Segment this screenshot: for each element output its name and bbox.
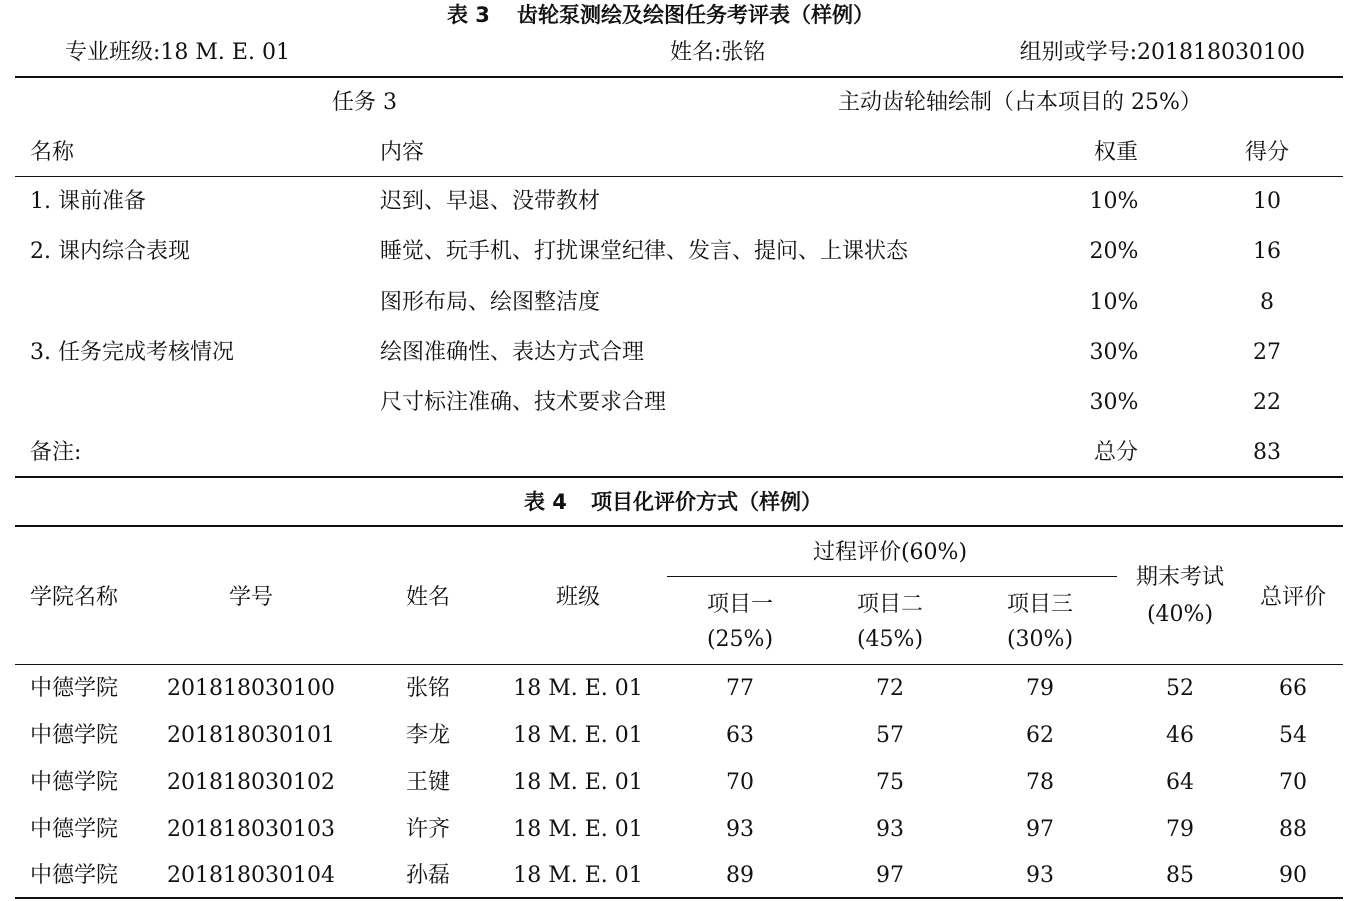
cell-class: 18 M. E. 01 [513,770,643,795]
header-project1-weight: (25%) [706,627,774,652]
cell-class: 18 M. E. 01 [513,817,643,842]
cell-final-exam: 79 [1166,817,1194,842]
note-label: 备注: [30,440,82,465]
cell-student-id: 201818030103 [167,817,335,842]
student-id-info: 组别或学号:201818030100 [1019,40,1305,65]
row-content: 迟到、早退、没带教材 [380,189,601,214]
cell-name: 张铭 [405,676,451,701]
header-weight: 权重 [1093,140,1139,165]
cell-name: 王键 [405,770,451,795]
cell-name: 李龙 [405,723,451,748]
cell-project3: 97 [1026,817,1054,842]
cell-student-id: 201818030100 [167,676,335,701]
table4-caption-number: 表 4 [524,490,567,514]
cell-project1: 77 [726,676,754,701]
row-score: 16 [1253,239,1281,264]
cell-project3: 79 [1026,676,1054,701]
process-eval-rule [667,576,1117,577]
cell-project3: 62 [1026,723,1054,748]
cell-project2: 75 [876,770,904,795]
cell-project2: 57 [876,723,904,748]
row-content: 尺寸标注准确、技术要求合理 [380,390,667,415]
cell-project2: 97 [876,863,904,888]
header-process-eval: 过程评价(60%) [812,540,968,565]
table3-top-rule [15,76,1343,78]
row-name: 1. 课前准备 [30,189,146,214]
row-score: 22 [1253,390,1281,415]
header-student-id: 学号 [228,585,274,610]
cell-project1: 89 [726,863,754,888]
cell-student-id: 201818030102 [167,770,335,795]
header-college: 学院名称 [30,585,119,610]
header-name: 名称 [30,140,75,165]
cell-college: 中德学院 [30,676,119,701]
row-content: 绘图准确性、表达方式合理 [380,340,645,365]
header-name: 姓名 [405,585,451,610]
cell-overall: 90 [1279,863,1307,888]
row-name: 2. 课内综合表现 [30,239,190,264]
header-project2: 项目二 [856,592,924,617]
cell-name: 许齐 [405,817,451,842]
cell-final-exam: 64 [1166,770,1194,795]
header-score: 得分 [1244,140,1290,165]
cell-college: 中德学院 [30,817,119,842]
row-weight: 10% [1089,290,1139,315]
cell-overall: 66 [1279,676,1307,701]
cell-overall: 54 [1279,723,1307,748]
header-project3-weight: (30%) [1006,627,1074,652]
total-label: 总分 [1093,440,1139,465]
cell-project1: 63 [726,723,754,748]
cell-class: 18 M. E. 01 [513,863,643,888]
cell-project3: 78 [1026,770,1054,795]
student-name-info: 姓名:张铭 [670,40,766,65]
cell-project3: 93 [1026,863,1054,888]
row-name: 3. 任务完成考核情况 [30,340,234,365]
cell-overall: 88 [1279,817,1307,842]
cell-college: 中德学院 [30,770,119,795]
task-title: 主动齿轮轴绘制（占本项目的 25%） [838,90,1202,115]
row-weight: 20% [1089,239,1139,264]
header-final-exam-weight: (40%) [1146,602,1214,627]
total-value: 83 [1253,440,1281,465]
row-weight: 30% [1089,340,1139,365]
header-class: 班级 [555,585,601,610]
header-content: 内容 [380,140,425,165]
header-project2-weight: (45%) [856,627,924,652]
cell-project2: 72 [876,676,904,701]
row-weight: 10% [1089,189,1139,214]
task-label: 任务 3 [332,90,397,115]
cell-student-id: 201818030104 [167,863,335,888]
header-final-exam: 期末考试 [1135,565,1225,590]
cell-overall: 70 [1279,770,1307,795]
cell-project1: 93 [726,817,754,842]
row-content: 睡觉、玩手机、打扰课堂纪律、发言、提问、上课状态 [380,239,909,264]
class-info: 专业班级:18 M. E. 01 [65,40,290,65]
table4-top-rule [15,525,1343,527]
row-score: 27 [1253,340,1281,365]
table3-caption-number: 表 3 [447,3,490,27]
table4-caption-title: 项目化评价方式（样例） [591,490,822,514]
header-project1: 项目一 [706,592,774,617]
table4-bottom-rule [15,897,1343,899]
table3-header-rule [15,176,1343,177]
cell-final-exam: 46 [1166,723,1194,748]
header-project3: 项目三 [1006,592,1074,617]
cell-final-exam: 85 [1166,863,1194,888]
header-overall: 总评价 [1259,585,1327,610]
row-weight: 30% [1089,390,1139,415]
row-score: 10 [1253,189,1281,214]
cell-class: 18 M. E. 01 [513,676,643,701]
table3-caption-title: 齿轮泵测绘及绘图任务考评表（样例） [517,3,874,27]
cell-final-exam: 52 [1166,676,1194,701]
table3-bottom-rule [15,476,1343,478]
cell-student-id: 201818030101 [167,723,335,748]
cell-college: 中德学院 [30,863,119,888]
cell-project1: 70 [726,770,754,795]
cell-project2: 93 [876,817,904,842]
cell-class: 18 M. E. 01 [513,723,643,748]
table4-header-rule [15,664,1343,665]
cell-name: 孙磊 [405,863,451,888]
row-score: 8 [1260,290,1274,315]
row-content: 图形布局、绘图整洁度 [380,290,601,315]
cell-college: 中德学院 [30,723,119,748]
